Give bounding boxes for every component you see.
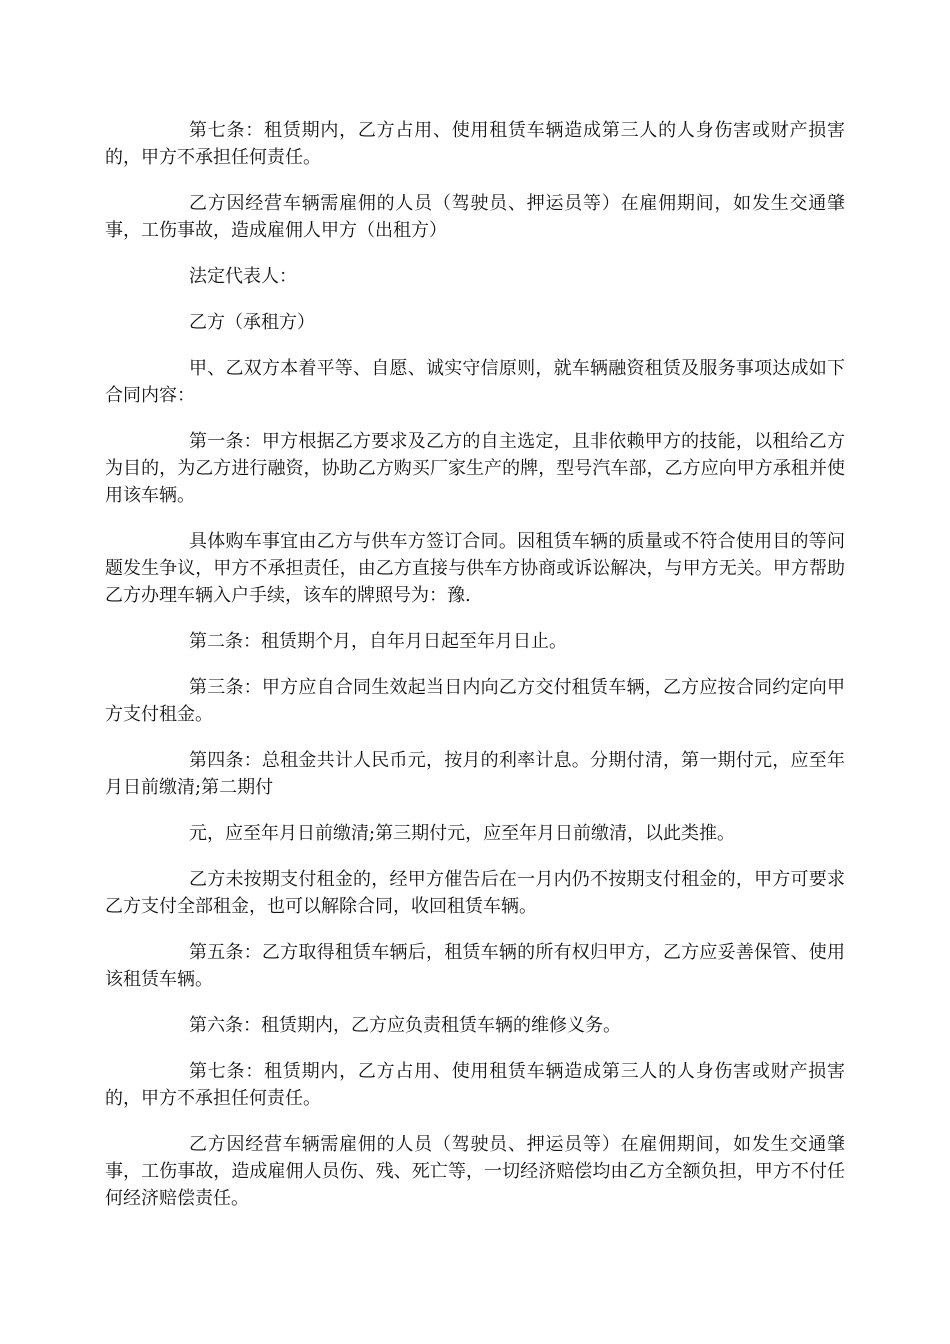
paragraph: 第六条：租赁期内，乙方应负责租赁车辆的维修义务。	[189, 1015, 621, 1036]
paragraph: 乙方因经营车辆需雇佣的人员（驾驶员、押运员等）在雇佣期间，如发生交通肇事，工伤事故，造成雇佣人员伤、残、死亡等，一切经济赔偿均由乙方全额负担，甲方不付任何经济赔偿责任。	[105, 1134, 845, 1209]
paragraph: 第二条：租赁期个月，自年月日起至年月日止。	[189, 631, 567, 652]
paragraph: 具体购车事宜由乙方与供车方签订合同。因租赁车辆的质量或不符合使用目的等问题发生争议，甲方不承担责任，由乙方直接与供车方协商或诉讼解决，与甲方无关。甲方帮助乙方办理车辆入户手续，该车的牌照号为：豫.	[105, 531, 845, 606]
paragraph: 乙方因经营车辆需雇佣的人员（驾驶员、押运员等）在雇佣期间，如发生交通肇事，工伤事故，造成雇佣人甲方（出租方）	[105, 193, 845, 241]
paragraph: 第七条：租赁期内，乙方占用、使用租赁车辆造成第三人的人身伤害或财产损害的，甲方不承担任何责任。	[105, 120, 845, 168]
paragraph: 第四条：总租金共计人民币元，按月的利率计息。分期付清，第一期付元，应至年月日前缴清;第二期付	[105, 750, 845, 798]
paragraph: 乙方（承租方）	[189, 312, 315, 333]
paragraph: 法定代表人：	[189, 266, 297, 287]
paragraph: 第三条：甲方应自合同生效起当日内向乙方交付租赁车辆，乙方应按合同约定向甲方支付租金。	[105, 677, 845, 725]
paragraph: 乙方未按期支付租金的，经甲方催告后在一月内仍不按期支付租金的，甲方可要求乙方支付全部租金，也可以解除合同，收回租赁车辆。	[105, 869, 845, 917]
paragraph: 甲、乙双方本着平等、自愿、诚实守信原则，就车辆融资租赁及服务事项达成如下合同内容：	[105, 358, 845, 406]
paragraph: 元，应至年月日前缴清;第三期付元，应至年月日前缴清，以此类推。	[189, 823, 736, 844]
paragraph: 第七条：租赁期内，乙方占用、使用租赁车辆造成第三人的人身伤害或财产损害的，甲方不承担任何责任。	[105, 1061, 845, 1109]
document-page	[105, 117, 845, 1231]
paragraph: 第五条：乙方取得租赁车辆后，租赁车辆的所有权归甲方，乙方应妥善保管、使用该租赁车辆。	[105, 942, 845, 990]
paragraph: 第一条：甲方根据乙方要求及乙方的自主选定，且非依赖甲方的技能，以租给乙方为目的，为乙方进行融资，协助乙方购买厂家生产的牌，型号汽车部，乙方应向甲方承租并使用该车辆。	[105, 431, 845, 506]
